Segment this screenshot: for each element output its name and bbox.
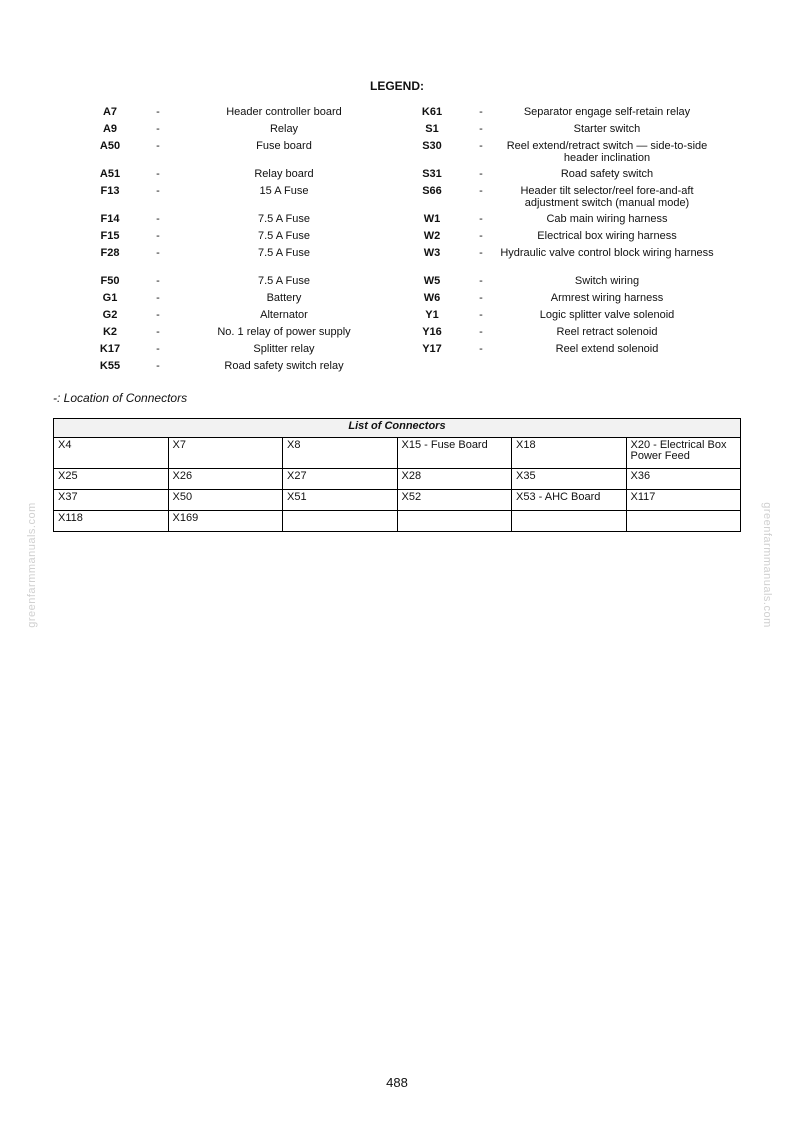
legend-code: Y16	[422, 326, 442, 338]
legend-description: Separator engage self-retain relay	[523, 106, 691, 118]
legend-description: No. 1 relay of power supply	[217, 326, 351, 338]
legend-code: W1	[423, 213, 441, 225]
legend-item	[0, 247, 397, 275]
legend-code: A50	[99, 140, 121, 152]
table-cell: X117	[626, 490, 741, 511]
table-cell: X8	[283, 438, 398, 469]
table-cell: X118	[54, 511, 169, 532]
legend-dash: -	[479, 185, 483, 197]
legend-item	[0, 309, 397, 326]
legend-description: 7.5 A Fuse	[258, 213, 310, 225]
legend-description: Header tilt selector/reel fore-and-aft adjustment switch (manual mode)	[520, 185, 694, 209]
legend-description: Electrical box wiring harness	[537, 230, 677, 242]
legend-dash: -	[479, 326, 483, 338]
table-cell	[397, 511, 512, 532]
table-row	[54, 469, 741, 490]
table-cell: X7	[168, 438, 283, 469]
legend-dash: -	[479, 275, 483, 287]
legend-item	[397, 247, 794, 275]
legend-code: S1	[425, 123, 439, 135]
legend-code: A7	[102, 106, 118, 118]
table-cell: X51	[283, 490, 398, 511]
legend-item	[0, 275, 397, 292]
legend-dash: -	[156, 123, 160, 135]
legend-dash: -	[479, 292, 483, 304]
watermark-left: greenfarmmanuals.com	[26, 502, 38, 628]
table-cell: X53 - AHC Board	[512, 490, 627, 511]
table-cell	[512, 511, 627, 532]
legend-dash: -	[156, 343, 160, 355]
legend-description: 7.5 A Fuse	[258, 247, 310, 259]
legend-item	[0, 292, 397, 309]
legend-dash: -	[479, 247, 483, 259]
legend-code: W2	[423, 230, 441, 242]
legend-left-column	[0, 106, 397, 377]
legend-description: Reel extend/retract switch — side-to-side header inclination	[506, 140, 708, 164]
legend-dash: -	[156, 185, 160, 197]
legend-dash: -	[156, 360, 160, 372]
legend-description: Hydraulic valve control block wiring harness	[500, 247, 714, 259]
legend-item	[0, 185, 397, 213]
legend-description: Switch wiring	[574, 275, 640, 287]
legend-code: W6	[423, 292, 441, 304]
legend-code: G1	[102, 292, 118, 304]
table-cell: X50	[168, 490, 283, 511]
table-cell: X169	[168, 511, 283, 532]
legend-code: K61	[421, 106, 443, 118]
table-cell: X25	[54, 469, 169, 490]
legend-dash: -	[156, 275, 160, 287]
table-cell: X4	[54, 438, 169, 469]
table-header-row	[54, 419, 741, 438]
legend-description: Relay	[269, 123, 299, 135]
legend-code: W5	[423, 275, 441, 287]
legend-description: Reel retract solenoid	[556, 326, 658, 338]
legend-code: F15	[100, 230, 120, 242]
legend-description: Alternator	[260, 309, 308, 321]
legend-item	[397, 168, 794, 185]
legend-title: LEGEND:	[370, 79, 424, 93]
table-row	[54, 511, 741, 532]
legend-item	[397, 292, 794, 309]
legend-code: S31	[422, 168, 442, 180]
legend-code: F50	[100, 275, 120, 287]
legend-description: Road safety switch relay	[224, 360, 344, 372]
legend-dash: -	[156, 140, 160, 152]
legend-item	[397, 140, 794, 168]
legend-item	[397, 343, 794, 360]
legend-dash: -	[479, 213, 483, 225]
table-cell	[626, 511, 741, 532]
legend-description: Starter switch	[573, 123, 641, 135]
legend-dash: -	[156, 213, 160, 225]
legend-description: Reel extend solenoid	[555, 343, 659, 355]
legend-code: A9	[102, 123, 118, 135]
legend-description: 15 A Fuse	[259, 185, 309, 197]
legend-code: A51	[99, 168, 121, 180]
legend-item	[397, 213, 794, 230]
legend-dash: -	[479, 140, 483, 152]
connectors-subheading: -: Location of Connectors	[53, 391, 188, 405]
legend-dash: -	[156, 326, 160, 338]
table-row	[54, 438, 741, 469]
legend-dash: -	[156, 230, 160, 242]
table-cell: X52	[397, 490, 512, 511]
table-row	[54, 490, 741, 511]
legend-item	[397, 185, 794, 213]
legend-description: Armrest wiring harness	[550, 292, 664, 304]
connectors-table	[53, 418, 741, 532]
legend-description: Road safety switch	[560, 168, 654, 180]
legend-item	[397, 106, 794, 123]
legend-code: Y1	[425, 309, 439, 321]
table-cell: X20 - Electrical Box Power Feed	[626, 438, 741, 469]
legend-item	[397, 230, 794, 247]
legend-item	[0, 140, 397, 168]
legend-description: Splitter relay	[253, 343, 315, 355]
legend-dash: -	[479, 123, 483, 135]
legend-code: S30	[422, 140, 442, 152]
legend-dash: -	[479, 230, 483, 242]
legend-item	[0, 106, 397, 123]
legend-code: W3	[423, 247, 441, 259]
legend-dash: -	[156, 247, 160, 259]
legend-item	[0, 326, 397, 343]
legend-item	[0, 168, 397, 185]
legend-dash: -	[479, 343, 483, 355]
legend-code: F28	[100, 247, 120, 259]
legend-item	[397, 309, 794, 326]
legend-description: 7.5 A Fuse	[258, 275, 310, 287]
legend-code: K55	[99, 360, 121, 372]
watermark-right: greenfarmmanuals.com	[761, 502, 773, 628]
legend-item	[0, 343, 397, 360]
legend-description: Logic splitter valve solenoid	[539, 309, 675, 321]
legend-code: K2	[102, 326, 118, 338]
legend-dash: -	[156, 292, 160, 304]
legend-right-column	[397, 106, 794, 360]
legend-dash: -	[479, 168, 483, 180]
legend-item	[397, 326, 794, 343]
legend-description: Battery	[266, 292, 302, 304]
table-cell: X37	[54, 490, 169, 511]
table-cell: X36	[626, 469, 741, 490]
table-cell: X28	[397, 469, 512, 490]
table-cell: X26	[168, 469, 283, 490]
legend-code: F14	[100, 213, 120, 225]
legend-description: Relay board	[254, 168, 314, 180]
legend-description: Cab main wiring harness	[546, 213, 668, 225]
table-cell: X35	[512, 469, 627, 490]
legend-description: Header controller board	[226, 106, 342, 118]
legend-code: S66	[422, 185, 442, 197]
legend-code: K17	[99, 343, 121, 355]
legend-item	[0, 213, 397, 230]
legend-item	[0, 123, 397, 140]
legend-description: Fuse board	[256, 140, 312, 152]
legend-item	[397, 123, 794, 140]
table-cell	[283, 511, 398, 532]
legend-item	[0, 230, 397, 247]
legend-description: 7.5 A Fuse	[258, 230, 310, 242]
legend-item	[0, 360, 397, 377]
table-title: List of Connectors	[54, 419, 741, 438]
legend-code: F13	[100, 185, 120, 197]
legend-code: G2	[102, 309, 118, 321]
page-number: 488	[386, 1075, 408, 1090]
table-cell: X18	[512, 438, 627, 469]
legend-dash: -	[156, 309, 160, 321]
legend-code: Y17	[422, 343, 442, 355]
legend-dash: -	[479, 309, 483, 321]
legend-dash: -	[156, 106, 160, 118]
table-cell: X15 - Fuse Board	[397, 438, 512, 469]
legend-dash: -	[479, 106, 483, 118]
table-cell: X27	[283, 469, 398, 490]
legend-item	[397, 275, 794, 292]
legend-dash: -	[156, 168, 160, 180]
